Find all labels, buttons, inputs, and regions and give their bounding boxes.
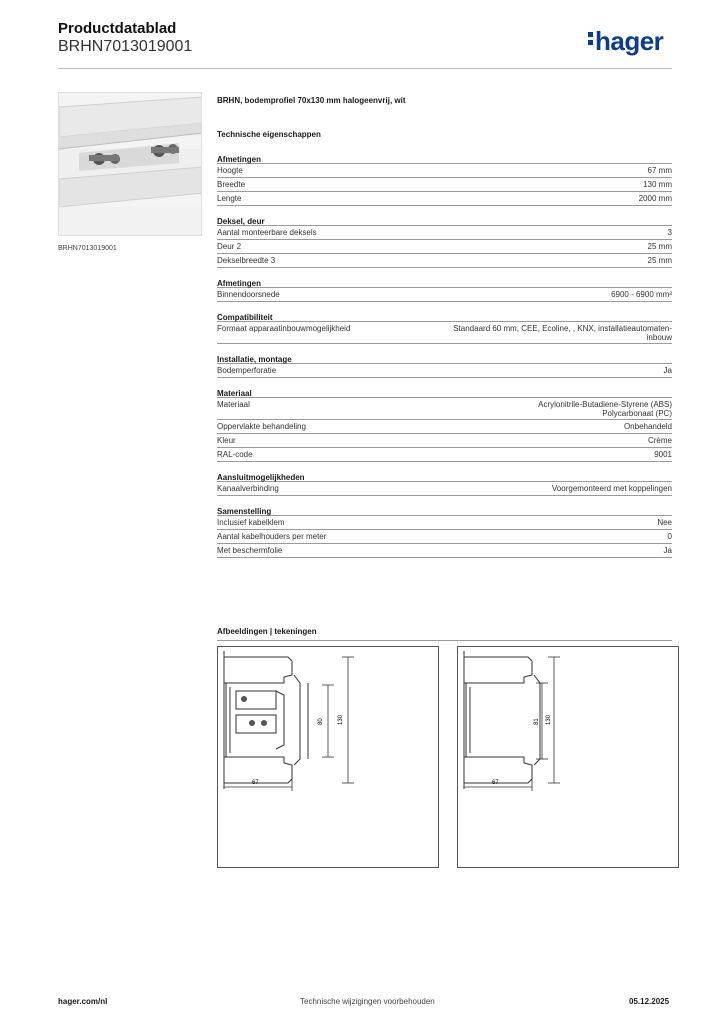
header-divider: [58, 68, 672, 69]
width-label: 67: [492, 780, 499, 786]
technical-drawing-2: [457, 646, 679, 868]
spec-label: RAL-code: [217, 450, 253, 459]
spec-row: [217, 448, 672, 462]
spec-row: [217, 192, 672, 206]
spec-row: [217, 398, 672, 420]
logo-dots-icon: [588, 32, 593, 48]
section-title: Materiaal: [217, 386, 672, 398]
cable-duct-photo-icon: [59, 93, 202, 236]
spec-section: [217, 310, 672, 344]
spec-value: 25 mm: [647, 242, 672, 251]
product-photo: [58, 92, 202, 236]
spec-value: Ja: [663, 546, 672, 555]
spec-value: 9001: [654, 450, 672, 459]
tech-properties-title: Technische eigenschappen: [217, 130, 321, 139]
section-title: Deksel, deur: [217, 214, 672, 226]
spec-value: 3: [667, 228, 672, 237]
spec-label: Met beschermfolie: [217, 546, 283, 555]
spec-label: Aantal kabelhouders per meter: [217, 532, 327, 541]
section-title: Compatibiliteit: [217, 310, 672, 322]
spec-value: 6900 - 6900 mm²: [611, 290, 672, 299]
spec-value: 2000 mm: [638, 194, 672, 203]
spec-label: Bodemperforatie: [217, 366, 277, 375]
spec-value: 0: [667, 532, 672, 541]
section-title: Afmetingen: [217, 276, 672, 288]
spec-value: Standaard 60 mm, CEE, Ecoline, , KNX, installatieautomaten- inbouw: [453, 324, 672, 342]
spec-value: 67 mm: [647, 166, 672, 175]
spec-row: [217, 226, 672, 240]
spec-label: Aantal monteerbare deksels: [217, 228, 317, 237]
spec-label: Lengte: [217, 194, 242, 203]
duct-cross-section-icon: [458, 647, 680, 869]
spec-label: Kanaalverbinding: [217, 484, 279, 493]
spec-row: [217, 516, 672, 530]
footer-date: 05.12.2025: [629, 997, 670, 1006]
spec-section: [217, 386, 672, 462]
spec-value: Nee: [657, 518, 672, 527]
spec-value: 130 mm: [643, 180, 672, 189]
spec-value: Voorgemonteerd met koppelingen: [551, 484, 672, 493]
section-title: Aansluitmogelijkheden: [217, 470, 672, 482]
spec-label: Oppervlakte behandeling: [217, 422, 306, 431]
spec-value: Onbehandeld: [623, 422, 672, 431]
spec-row: [217, 254, 672, 268]
spec-label: Formaat apparaatinbouwmogelijkheid: [217, 324, 351, 333]
footer-disclaimer: Technische wijzigingen voorbehouden: [300, 997, 435, 1006]
technical-drawing-1: [217, 646, 439, 868]
product-title: BRHN, bodemprofiel 70x130 mm halogeenvrij, wit: [217, 96, 406, 105]
section-title: Samenstelling: [217, 504, 672, 516]
photo-caption: BRHN7013019001: [58, 245, 117, 252]
spec-section: [217, 352, 672, 378]
page-title: Productdatablad: [58, 20, 177, 37]
spec-content: [217, 96, 672, 558]
logo-text: hager: [595, 26, 664, 56]
drawings-divider: [217, 640, 672, 641]
width-label: 67: [252, 780, 259, 786]
spec-section: [217, 276, 672, 302]
spec-value: Ja: [663, 366, 672, 375]
spec-label: Inclusief kabelklem: [217, 518, 285, 527]
spec-row: [217, 322, 672, 344]
spec-label: Hoogte: [217, 166, 243, 175]
spec-row: [217, 164, 672, 178]
hager-logo[interactable]: [588, 26, 663, 57]
spec-section: [217, 470, 672, 496]
section-title: Afmetingen: [217, 152, 672, 164]
height-label: 130: [546, 714, 552, 725]
spec-section: [217, 214, 672, 268]
product-code: BRHN7013019001: [58, 38, 193, 55]
footer-website-link[interactable]: hager.com/nl: [58, 997, 108, 1006]
inner-height-label: 81: [534, 718, 540, 725]
spec-label: Materiaal: [217, 400, 250, 409]
spec-row: [217, 364, 672, 378]
section-title: Installatie, montage: [217, 352, 672, 364]
spec-row: [217, 240, 672, 254]
spec-sections: [217, 152, 672, 558]
height-label: 130: [338, 714, 344, 725]
spec-section: [217, 152, 672, 206]
spec-label: Binnendoorsnede: [217, 290, 280, 299]
spec-label: Deur 2: [217, 242, 242, 251]
spec-label: Breedte: [217, 180, 246, 189]
inner-height-label: 80: [318, 718, 324, 725]
duct-cross-section-icon: [218, 647, 440, 869]
drawings-title: Afbeeldingen | tekeningen: [217, 627, 317, 636]
spec-value: 25 mm: [647, 256, 672, 265]
spec-label: Dekselbreedte 3: [217, 256, 276, 265]
spec-row: [217, 288, 672, 302]
spec-row: [217, 530, 672, 544]
spec-row: [217, 544, 672, 558]
spec-value: Acrylonitrile-Butadiene-Styrene (ABS) Polycarbonaat (PC): [538, 400, 672, 418]
spec-section: [217, 504, 672, 558]
spec-row: [217, 178, 672, 192]
spec-row: [217, 482, 672, 496]
spec-label: Kleur: [217, 436, 236, 445]
spec-value: Crème: [647, 436, 672, 445]
spec-row: [217, 420, 672, 434]
spec-row: [217, 434, 672, 448]
